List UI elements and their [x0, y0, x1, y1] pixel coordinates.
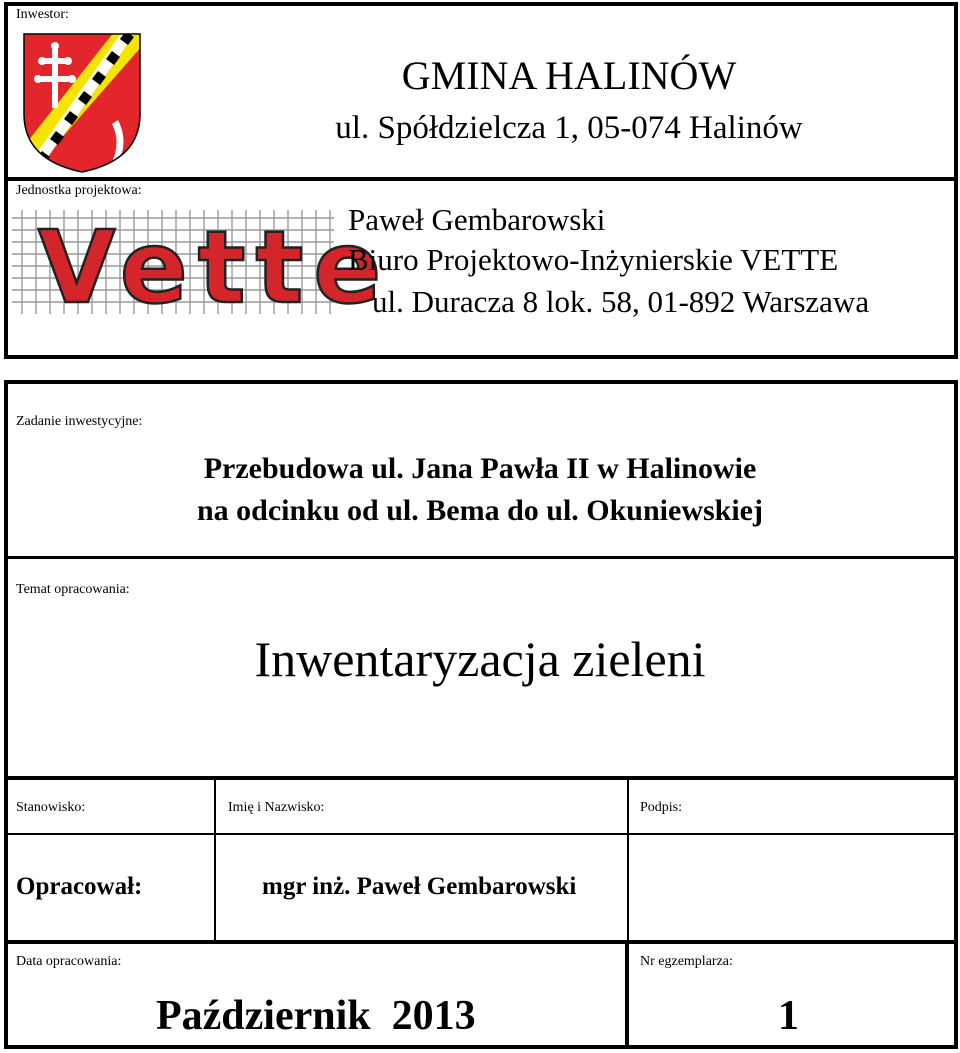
- sig-col-divider-2: [627, 778, 629, 942]
- subject-label: Temat opracowania:: [16, 582, 130, 597]
- sig-header-divider: [4, 833, 958, 835]
- designer-office: Biuro Projektowo-Inżynierskie VETTE: [348, 242, 839, 277]
- date-value: Październik 2013: [156, 993, 476, 1039]
- investor-label: Inwestor:: [16, 7, 69, 22]
- copy-number-label: Nr egzemplarza:: [640, 954, 733, 969]
- investment-divider: [4, 556, 958, 559]
- svg-text:Vette: Vette: [38, 209, 392, 326]
- sig-role: Opracował:: [16, 873, 143, 900]
- investment-line1: Przebudowa ul. Jana Pawła II w Halinowie: [203, 452, 757, 485]
- investor-name: GMINA HALINÓW: [401, 53, 737, 98]
- design-unit-label: Jednostka projektowa:: [16, 183, 142, 198]
- investment-line2: na odcinku od ul. Bema do ul. Okuniewskiej: [196, 494, 763, 527]
- investment-label: Zadanie inwestycyjne:: [16, 414, 143, 429]
- sig-bottom-divider: [4, 940, 958, 944]
- sig-col-signature: Podpis:: [640, 800, 683, 815]
- date-label: Data opracowania:: [16, 954, 122, 969]
- footer-col-divider: [625, 942, 629, 1048]
- coat-of-arms-logo: [22, 32, 142, 174]
- header-divider: [4, 177, 958, 181]
- designer-person: Paweł Gembarowski: [348, 202, 606, 237]
- subject-divider: [4, 776, 958, 780]
- subject-title: Inwentaryzacja zieleni: [254, 631, 706, 687]
- sig-col-name: Imię i Nazwisko:: [228, 800, 325, 815]
- vette-logo: [12, 209, 392, 326]
- copy-number-value: 1: [778, 993, 799, 1039]
- signature-field[interactable]: [631, 837, 954, 940]
- investor-address: ul. Spółdzielcza 1, 05-074 Halinów: [335, 110, 803, 146]
- sig-col-position: Stanowisko:: [16, 800, 86, 815]
- sig-person: mgr inż. Paweł Gembarowski: [262, 873, 577, 900]
- designer-address: ul. Duracza 8 lok. 58, 01-892 Warszawa: [372, 284, 870, 319]
- sig-col-divider-1: [214, 778, 216, 942]
